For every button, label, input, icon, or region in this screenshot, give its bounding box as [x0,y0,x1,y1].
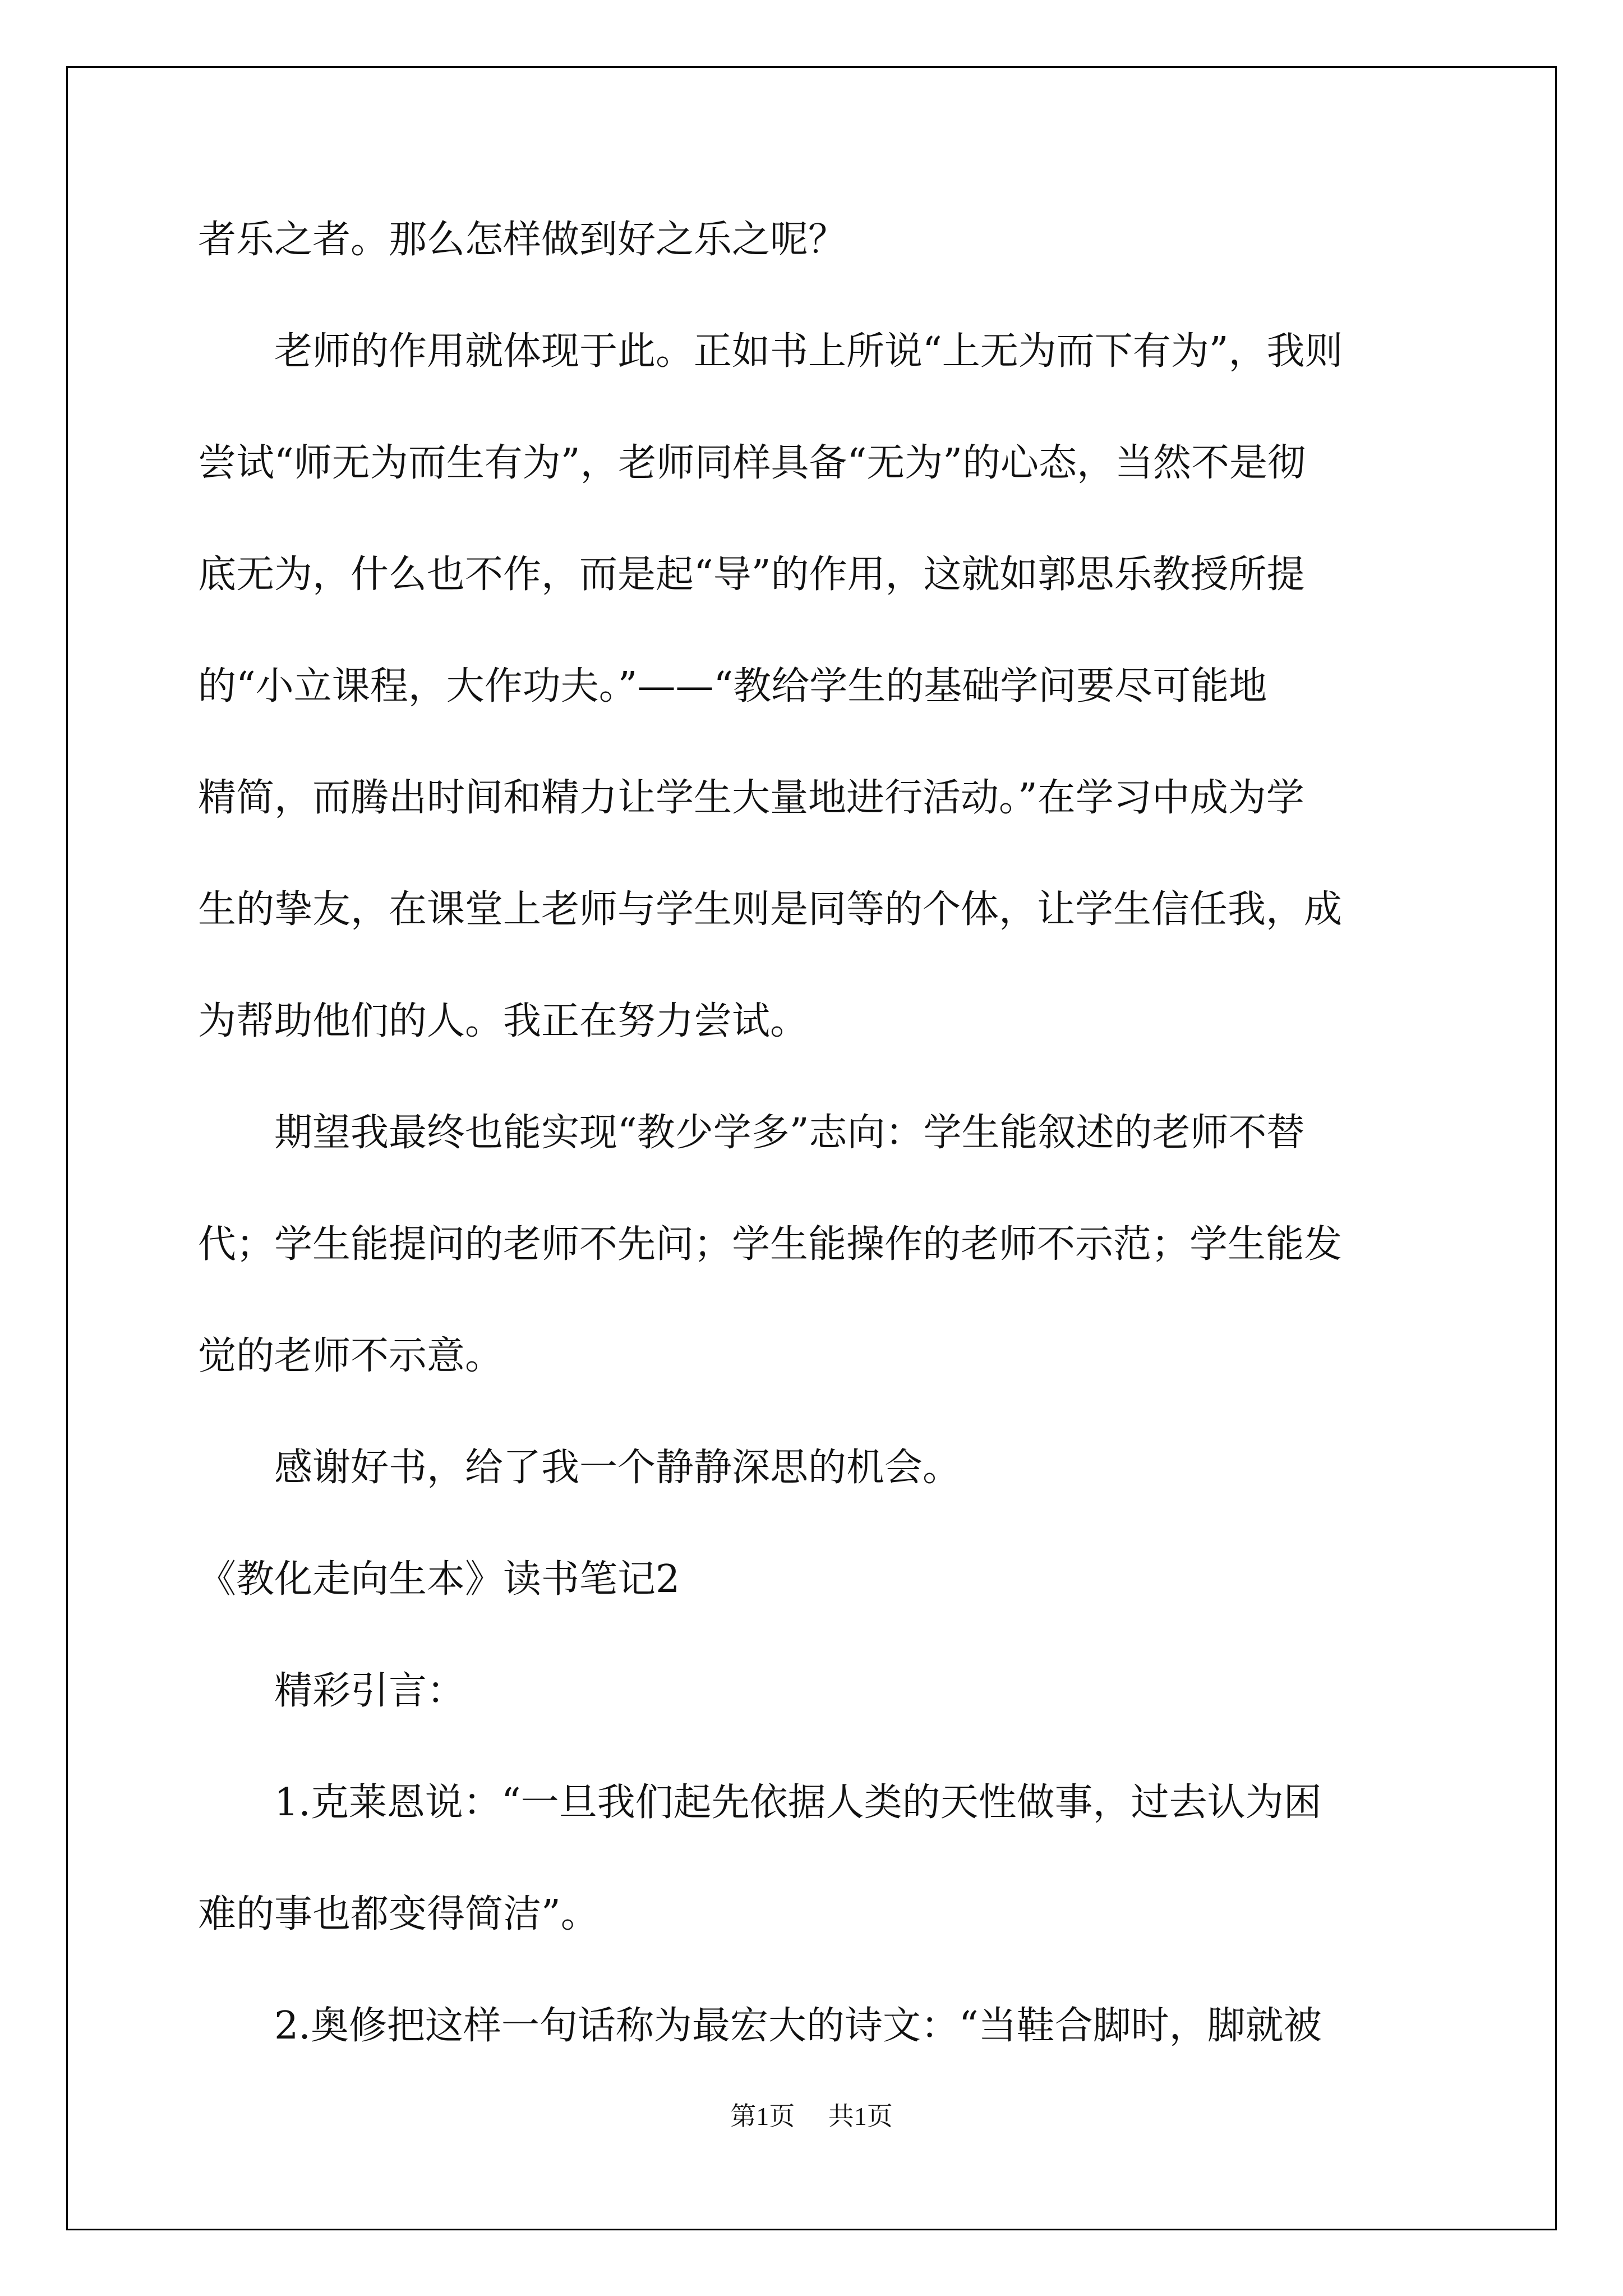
text-line: 精简，而腾出时间和精力让学生大量地进行活动。”在学习中成为学 [198,776,1304,820]
text-line: 老师的作用就体现于此。正如书上所说“上无为而下有为”，我则 [198,329,1343,374]
text-line: 精彩引言： [198,1669,465,1713]
page-total: 共1页 [828,2102,893,2131]
text-line: 尝试“师无为而生有为”，老师同样具备“无为”的心态，当然不是彻 [198,441,1306,485]
text-line: 1.克莱恩说：“一旦我们起先依据人类的天性做事，过去认为困 [198,1780,1322,1825]
text-line: 期望我最终也能实现“教少学多”志向：学生能叙述的老师不替 [198,1111,1305,1155]
text-line: 代；学生能提问的老师不先问；学生能操作的老师不示范；学生能发 [198,1222,1343,1267]
text-line: 者乐之者。那么怎样做到好之乐之呢？ [198,218,847,262]
page-footer [0,2101,1623,2132]
text-line: 感谢好书，给了我一个静静深思的机会。 [198,1446,961,1490]
text-line: 难的事也都变得简洁”。 [198,1892,599,1936]
text-line: 生的挚友，在课堂上老师与学生则是同等的个体，让学生信任我，成 [198,887,1343,932]
text-line: 为帮助他们的人。我正在努力尝试。 [198,999,809,1043]
text-line: 觉的老师不示意。 [198,1334,504,1378]
page-number: 第1页 [730,2102,795,2131]
text-line: 的“小立课程，大作功夫。”——“教给学生的基础学问要尽可能地 [198,664,1267,708]
section-heading: 《教化走向生本》读书笔记2 [198,1557,680,1602]
text-line: 2.奥修把这样一句话称为最宏大的诗文：“当鞋合脚时，脚就被 [198,2004,1322,2048]
text-line: 底无为，什么也不作，而是起“导”的作用，这就如郭思乐教授所提 [198,553,1305,597]
